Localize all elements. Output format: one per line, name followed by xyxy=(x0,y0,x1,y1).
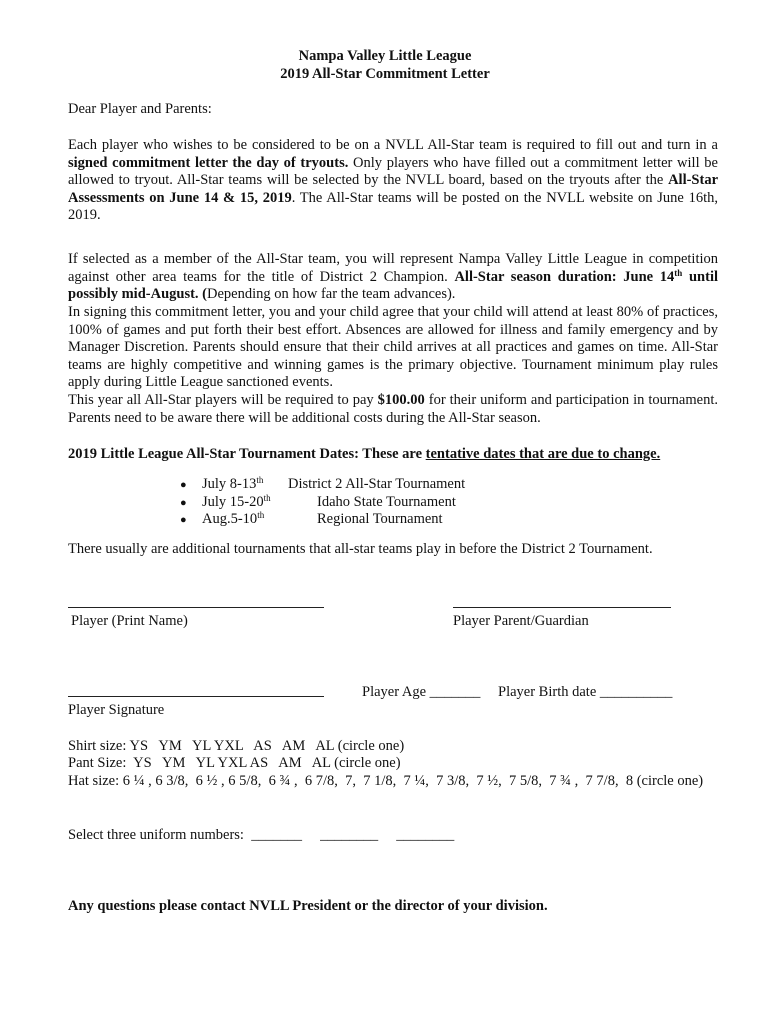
paragraph-commitment: In signing this commitment letter, you and your child agree that your child will attend at least 80% of practices, 100% of games and put forth their best effort. Absences are allowed for illness and family emergency and by Manager Discretion. Parents should ensure that their child arrives at all practices and games on time. All-Star teams are highly competitive and winning games is the primary objective. Tournament minimum play rules apply during Little League sanctioned events. xyxy=(68,304,718,391)
paragraph-representation: If selected as a member of the All-Star team, you will represent Nampa Valley Little League in competition against other area teams for the title of District 2 Champion. All-Star season duration: June 14th until possibly mid-August. (Depending on how far the team advances). xyxy=(68,251,718,303)
parent-guardian-label: Player Parent/Guardian xyxy=(453,613,589,629)
player-birth-date-field[interactable]: Player Birth date __________ xyxy=(498,684,673,700)
greeting: Dear Player and Parents: xyxy=(68,101,212,117)
paragraph-tryouts: Each player who wishes to be considered to be on a NVLL All-Star team is required to fill out and turn in a signed commitment letter the day of tryouts. Only players who have filled out a commitment letter will be allowed to tryout. All-Star teams will be selected by the NVLL board, based on the tryouts after the All-Star Assessments on June 14 & 15, 2019. The All-Star teams will be posted on the NVLL website on June 16th, 2019. xyxy=(68,137,718,224)
pant-size-options[interactable]: Pant Size: YS YM YL YXL AS AM AL (circle one) xyxy=(68,755,401,771)
paragraph-fees: This year all All-Star players will be required to pay $100.00 for their uniform and participation in tournament. Parents need to be aware there will be additional costs during the All-Star season. xyxy=(68,392,718,426)
document-subtitle: 2019 All-Star Commitment Letter xyxy=(280,66,490,82)
additional-tournaments-note: There usually are additional tournaments that all-star teams play in before the District 2 Tournament. xyxy=(68,541,653,557)
player-signature-line[interactable] xyxy=(68,696,324,697)
player-name-line[interactable] xyxy=(68,607,324,608)
player-signature-label: Player Signature xyxy=(68,702,165,718)
bullet-icon: ● xyxy=(180,479,187,491)
list-item: ● July 15-20th Idaho State Tournament xyxy=(180,494,465,512)
shirt-size-options[interactable]: Shirt size: YS YM YL YXL AS AM AL (circle one) xyxy=(68,738,405,754)
player-age-field[interactable]: Player Age _______ xyxy=(362,684,481,700)
bullet-icon: ● xyxy=(180,496,187,509)
bullet-icon: ● xyxy=(180,514,187,527)
player-print-name-label: Player (Print Name) xyxy=(71,613,188,629)
tournament-list xyxy=(180,476,465,529)
hat-size-options[interactable]: Hat size: 6 ¼ , 6 3/8, 6 ½ , 6 5/8, 6 ¾ , 6 7/8, 7, 7 1/8, 7 ¼, 7 3/8, 7 ½, 7 5/8, 7 ¾ , 7 7/8, 8 (circle one) xyxy=(68,773,704,789)
list-item: ● Aug.5-10th Regional Tournament xyxy=(180,511,465,529)
document-title: Nampa Valley Little League xyxy=(298,48,472,64)
list-item: ● July 8-13th District 2 All-Star Tournament xyxy=(180,476,465,494)
parent-guardian-line[interactable] xyxy=(453,607,671,608)
tournament-dates-heading: 2019 Little League All-Star Tournament Dates: These are tentative dates that are due to change. xyxy=(68,446,661,462)
uniform-numbers-field[interactable]: Select three uniform numbers: _______ ________ ________ xyxy=(68,827,455,843)
contact-note: Any questions please contact NVLL President or the director of your division. xyxy=(68,898,548,914)
